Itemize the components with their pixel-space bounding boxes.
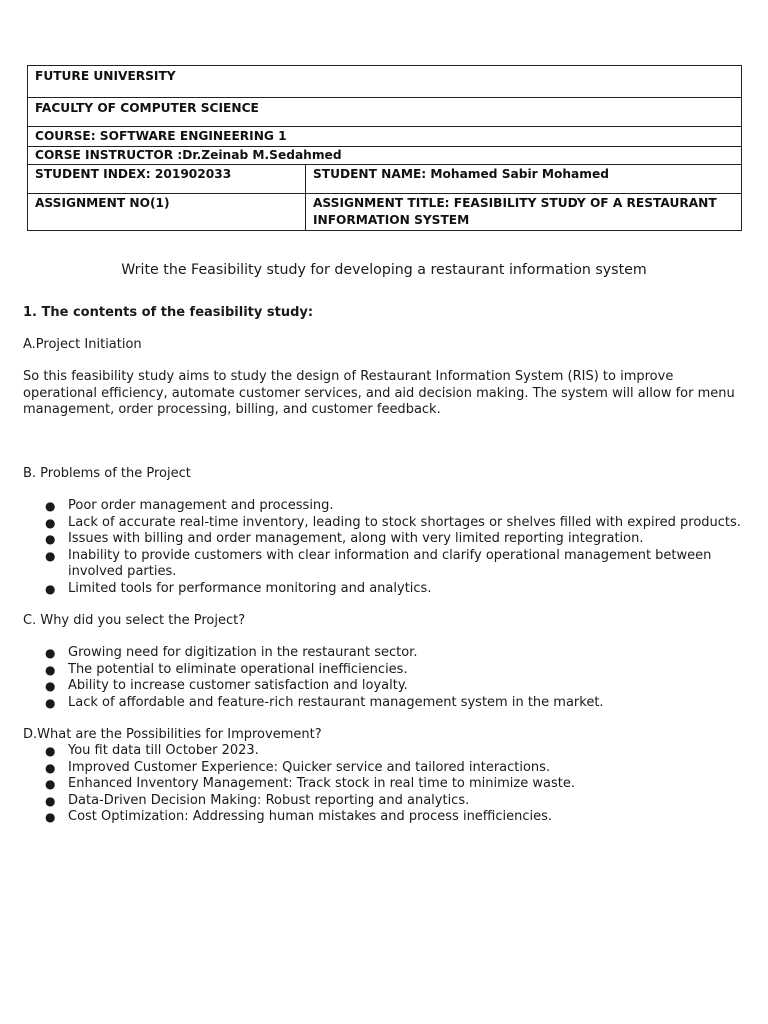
instructor-cell: CORSE INSTRUCTOR :Dr.Zeinab M.Sedahmed <box>28 147 742 165</box>
bullet-icon: ● <box>45 548 56 563</box>
list-item: ● Ability to increase customer satisfaction and loyalty. <box>45 678 408 694</box>
bullet-icon: ● <box>45 581 56 596</box>
section-b-list <box>23 498 745 598</box>
faculty-cell: FACULTY OF COMPUTER SCIENCE <box>28 98 742 127</box>
section-c-list <box>23 645 745 711</box>
list-item: ● Lack of affordable and feature-rich restaurant management system in the market. <box>45 694 604 710</box>
section-a-paragraph: So this feasibility study aims to study the design of Restaurant Information System (RIS) to improve operational efficiency, automate customer services, and aid decision making. The system will allow for menu management, order processing, billing, and customer feedback. <box>23 369 735 418</box>
section-d-list <box>23 743 745 826</box>
bullet-icon: ● <box>45 777 56 792</box>
bullet-icon: ● <box>45 793 56 808</box>
assignment-header-table <box>27 65 742 231</box>
bullet-icon: ● <box>45 662 56 677</box>
list-item: ● You fit data till October 2023. <box>45 743 259 758</box>
list-item: ● The potential to eliminate operational inefficiencies. <box>45 661 408 677</box>
course-cell: COURSE: SOFTWARE ENGINEERING 1 <box>28 127 742 147</box>
bullet-icon: ● <box>45 499 56 513</box>
assignment-title-cell: ASSIGNMENT TITLE: FEASIBILITY STUDY OF A RESTAURANT INFORMATION SYSTEM <box>306 194 742 231</box>
assignment-no-cell: ASSIGNMENT NO(1) <box>28 194 306 231</box>
list-item: ● Issues with billing and order management, along with very limited reporting integration. <box>45 531 644 547</box>
section-d-heading: D.What are the Possibilities for Improvement? <box>23 727 322 742</box>
university-cell: FUTURE UNIVERSITY <box>28 66 742 98</box>
document-title: Write the Feasibility study for developing a restaurant information system <box>121 262 647 278</box>
bullet-icon: ● <box>45 532 56 547</box>
student-index-cell: STUDENT INDEX: 201902033 <box>28 165 306 194</box>
section-1-heading: 1. The contents of the feasibility study: <box>23 305 314 320</box>
list-item: ● Enhanced Inventory Management: Track stock in real time to minimize waste. <box>45 776 575 792</box>
student-name-cell: STUDENT NAME: Mohamed Sabir Mohamed <box>306 165 742 194</box>
bullet-icon: ● <box>45 760 56 775</box>
list-item: ● Data-Driven Decision Making: Robust reporting and analytics. <box>45 792 470 808</box>
bullet-icon: ● <box>45 744 56 758</box>
list-item: ● Lack of accurate real-time inventory, leading to stock shortages or shelves filled with expired products. <box>45 514 741 530</box>
section-a-heading: A.Project Initiation <box>23 337 142 352</box>
list-item: ● Improved Customer Experience: Quicker service and tailored interactions. <box>45 759 551 775</box>
bullet-icon: ● <box>45 646 56 660</box>
bullet-icon: ● <box>45 695 56 710</box>
bullet-icon: ● <box>45 679 56 694</box>
list-item: ● Cost Optimization: Addressing human mistakes and process inefficiencies. <box>45 809 553 825</box>
list-item: ● Limited tools for performance monitoring and analytics. <box>45 580 432 596</box>
list-item: ● Poor order management and processing. <box>45 498 334 513</box>
list-item: ● Inability to provide customers with clear information and clarify operational management between involved parties. <box>45 547 712 580</box>
section-c-heading: C. Why did you select the Project? <box>23 613 246 628</box>
section-b-heading: B. Problems of the Project <box>23 466 191 481</box>
bullet-icon: ● <box>45 810 56 825</box>
list-item: ● Growing need for digitization in the restaurant sector. <box>45 645 418 660</box>
bullet-icon: ● <box>45 515 56 530</box>
